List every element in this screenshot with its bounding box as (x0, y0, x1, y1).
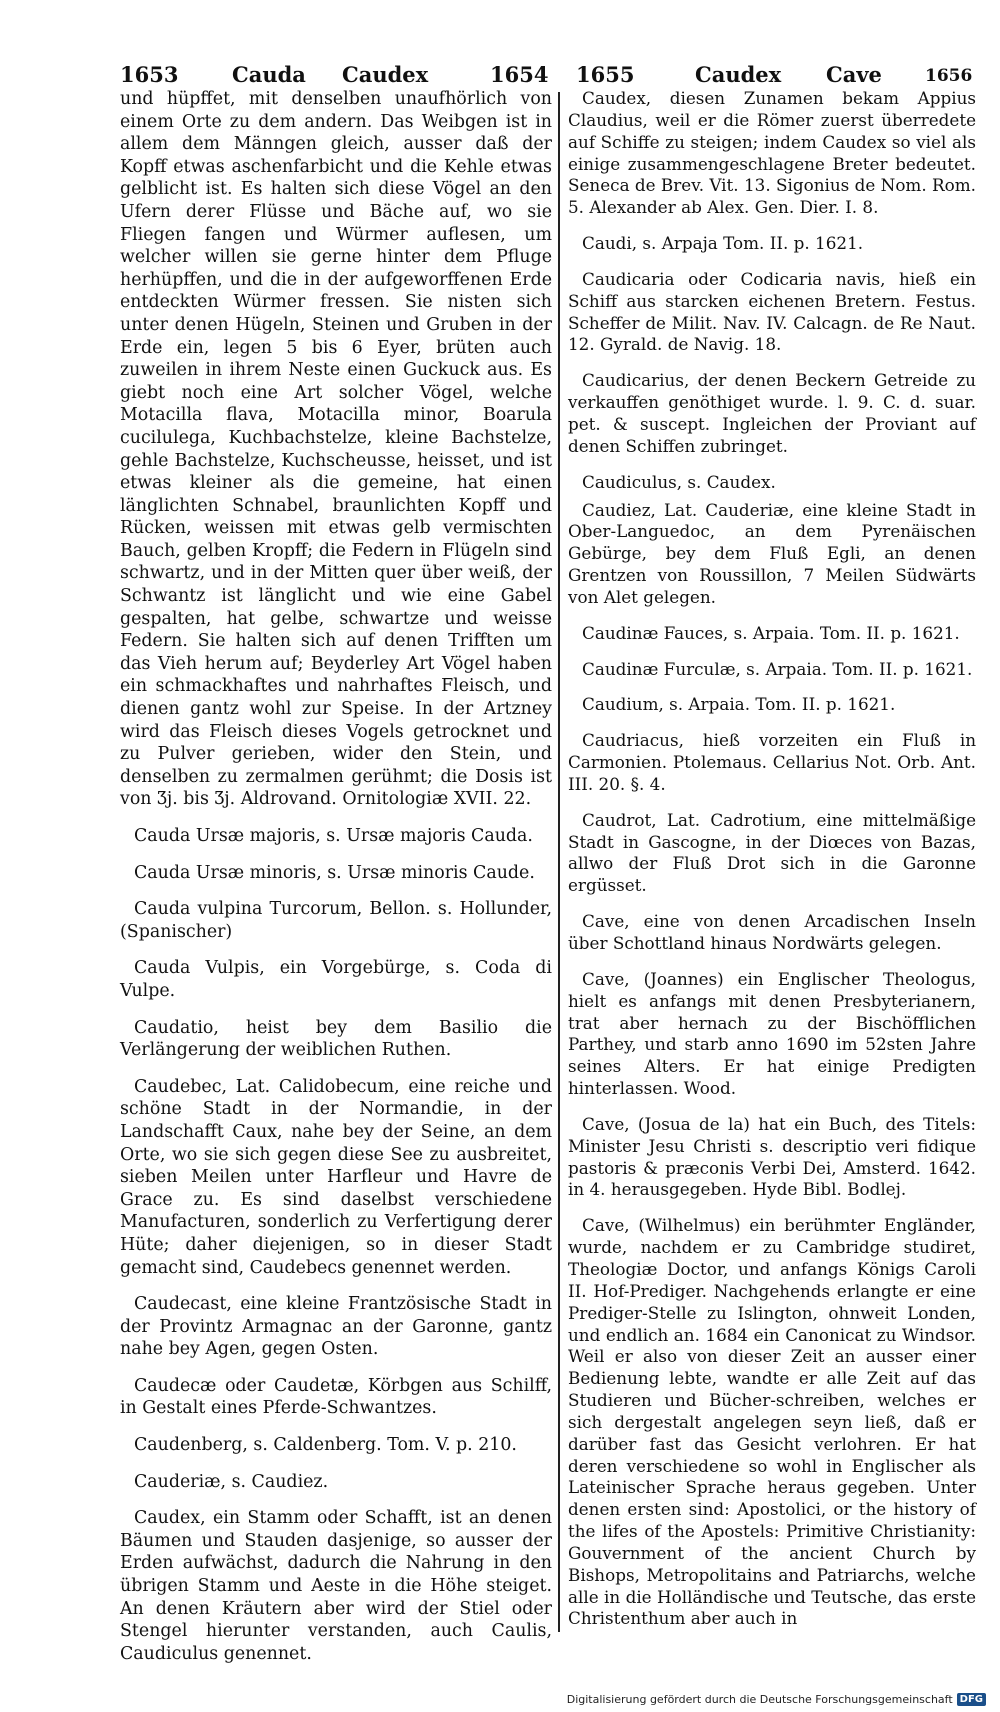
article-entry: Cave, eine von denen Arcadischen Inseln über Schottland hinaus Nordwärts gelegen. (568, 911, 976, 953)
article-entry: Cave, (Wilhelmus) ein berühmter Engländer, wurde, nachdem er zu Cambridge studiret, Theologiæ Doctor, und anfangs Königs Caroli II. Hof-Prediger. Nachgehends erlangte er eine Prediger-Stelle zu Islington, ohnweit Londen, und endlich an. 1684 ein Canonicat zu Windsor. Weil er also von dieser Zeit an ausser einer Bedienung lebte, wandte er alle Zeit auf das Studieren und Bücher-schreiben, welches er sich dergestalt angelegen seyn ließ, daß er darüber fast das Gesicht verlohren. Er hat deren verschiedene so wohl in Englischer als Lateinischer Sprache heraus gegeben. Unter denen ersten sind: Apostolici, or the history of the lifes of the Apostels: Primitive Christianity: Gouvernment of the ancient Church by Bishops, Metropolitains and Patriarchs, welche alle in die Holländische und Teutsche, das erste Christenthum aber auch in (568, 1215, 976, 1629)
page-header (0, 0, 1000, 100)
article-entry: Cauda vulpina Turcorum, Bellon. s. Hollunder, (Spanischer) (120, 899, 552, 942)
article-entry: Caudriacus, hieß vorzeiten ein Fluß in Carmonien. Ptolemaus. Cellarius Not. Orb. Ant. III. 20. §. 4. (568, 730, 976, 794)
header-word-cauda: Cauda (232, 62, 306, 87)
article-entry: Cauda Ursæ majoris, s. Ursæ majoris Cauda. (134, 826, 533, 846)
page-number-1653: 1653 (120, 62, 179, 87)
page-number-1655: 1655 (576, 62, 635, 87)
page-number-1654: 1654 (490, 62, 549, 87)
article-entry: Caudi, s. Arpaja Tom. II. p. 1621. (582, 233, 864, 254)
article-entry: Caudecæ oder Caudetæ, Körbgen aus Schilff, in Gestalt eines Pferde-Schwantzes. (120, 1375, 552, 1419)
page-number-1656: 1656 (925, 66, 973, 86)
article-entry: Cauderiæ, s. Caudiez. (134, 1471, 329, 1492)
header-word-caudex-right: Caudex (695, 62, 782, 87)
article-entry: Caudex, ein Stamm oder Schafft, ist an denen Bäumen und Stauden dasjenige, so ausser der Erden aufwächst, dadurch die Nahrung in den übrigen Stamm und Aeste in die Höhe steiget. An denen Kräutern aber wird der Stiel oder Stengel hierunter verstanden, auch Caulis, Caudiculus genennet. (120, 1508, 552, 1664)
article-entry: Caudatio, heist bey dem Basilio die Verlängerung der weiblichen Ruthen. (120, 1017, 552, 1061)
article-entry: Caudicaria oder Codicaria navis, hieß ein Schiff aus starcken eichenen Bretern. Festus. Scheffer de Milit. Nav. IV. Calcagn. de Re Naut. 12. Gyrald. de Navig. 18. (568, 268, 976, 355)
digitization-footer (567, 1693, 986, 1706)
footer-credit-text: Digitalisierung gefördert durch die Deutsche Forschungsgemeinschaft (566, 1693, 953, 1706)
header-word-cave: Cave (826, 62, 882, 87)
article-entry: Cave, (Josua de la) hat ein Buch, des Titels: Minister Jesu Christi s. descriptio veri fidique pastoris & præconis Verbi Dei, Amsterd. 1642. in 4. herausgegeben. Hyde Bibl. Bodlej. (568, 1113, 976, 1200)
article-entry: Cauda Ursæ minoris, s. Ursæ minoris Caude. (134, 862, 535, 883)
article-entry: Caudicarius, der denen Beckern Getreide zu verkauffen genöthiget wurde. l. 9. C. d. suar. pet. & suscept. Ingleichen der Proviant auf denen Schiffen zubringet. (568, 370, 976, 456)
dfg-logo-icon: DFG (957, 1693, 986, 1706)
article-entry: Caudinæ Fauces, s. Arpaia. Tom. II. p. 1621. (582, 622, 960, 643)
article-entry: Caudecast, eine kleine Frantzösische Stadt in der Provintz Armagnac an der Garonne, gantz nahe bey Agen, gegen Osten. (120, 1294, 552, 1360)
article-entry: und hüpffet, mit denselben unaufhörlich von einem Orte zu dem andern. Das Weibgen ist in allem dem Männgen gleich, ausser daß der Kopff etwas aschenfarbicht und die Kehle etwas gelblicht ist. Es halten sich diese Vögel an den Ufern derer Flüsse und Bäche auf, wo sie Fliegen fangen und Würmer auflesen, um welcher willen sie gerne hinter dem Pfluge herhüpffen, und die in der aufgeworffenen Erde entdeckten Würmer fressen. Sie nisten sich unter denen Hügeln, Steinen und Gruben in der Erde ein, legen 5 bis 6 Eyer, brüten auch zuweilen in ihrem Neste einen Guckuck aus. Es giebt noch eine Art solcher Vögel, welche Motacilla flava, Motacilla minor, Boarula cucilulega, Kuchbachstelze, kleine Bachstelze, gehle Bachstelze, Kuchscheusse, heisset, und ist etwas kleiner als die gemeine, hat einen länglichten Schnabel, braunlichten Kopff und Rücken, weissen mit etwas gelb vermischten Bauch, gelben Kropff; die Federn in Flügeln sind schwartz, und in der Mitten quer über weiß, der Schwantz ist länglicht und wie eine Gabel gespalten, hat gelbe, schwartze und weisse Federn. Sie halten sich auf denen Trifften um das Vieh herum auf; Beyderley Art Vögel haben ein schmackhaftes und nahrhaftes Fleisch, und dienen gantz wohl zur Speise. In der Artzney wird das Fleisch dieses Vogels getrocknet und zu Pulver gerieben, wider den Stein, und denselben zu zermalmen gerühmt; die Dosis ist von Ʒj. bis Ʒj. Aldrovand. Ornitologiæ XVII. 22. (120, 89, 552, 810)
article-entry: Caudiculus, s. Caudex. (582, 471, 776, 492)
article-entry: Caudrot, Lat. Cadrotium, eine mittelmäßige Stadt in Gascogne, in der Diœces von Bazas, allwo der Fluß Drot sich in die Garonne ergüsset. (568, 809, 976, 896)
article-entry: Caudebec, Lat. Calidobecum, eine reiche und schöne Stadt in der Normandie, in der Landschafft Caux, nahe bey der Seine, an dem Orte, wo sie sich gegen diese See zu ausbreitet, sieben Meilen unter Harfleur und Havre de Grace zu. Es sind daselbst verschiedene Manufacturen, sonderlich zu Verfertigung derer Hüte; daher diejenigen, so in dieser Stadt gemacht sind, Caudebecs genennet werden. (120, 1076, 552, 1278)
article-entry: Caudex, diesen Zunamen bekam Appius Claudius, weil er die Römer zuerst überredete auf Schiffe zu steigen; indem Caudex so viel als einige zusammengeschlagene Breter bedeutet. Seneca de Brev. Vit. 13. Sigonius de Nom. Rom. 5. Alexander ab Alex. Gen. Dier. I. 8. (568, 88, 976, 218)
article-entry: Cauda Vulpis, ein Vorgebürge, s. Coda di Vulpe. (120, 958, 552, 1001)
article-entry: Caudiez, Lat. Cauderiæ, eine kleine Stadt in Ober-Languedoc, an dem Pyrenäischen Gebürge, bey dem Fluß Egli, an denen Grentzen von Roussillon, 7 Meilen Südwärts von Alet gelegen. (568, 499, 976, 607)
left-column (120, 88, 552, 1679)
article-entry: Caudenberg, s. Caldenberg. Tom. V. p. 210. (134, 1435, 517, 1456)
column-divider (558, 92, 560, 1632)
article-entry: Caudinæ Furculæ, s. Arpaia. Tom. II. p. 1621. (582, 658, 973, 679)
article-entry: Cave, (Joannes) ein Englischer Theologus, hielt es anfangs mit denen Presbyterianern, trat aber hernach zu der Bischöfflichen Parthey, und starb anno 1690 im 52sten Jahre seines Alters. Er hat einige Predigten hinterlassen. Wood. (568, 968, 976, 1099)
article-entry: Caudium, s. Arpaia. Tom. II. p. 1621. (582, 694, 896, 715)
header-word-caudex: Caudex (342, 62, 429, 87)
right-column (568, 88, 976, 1644)
